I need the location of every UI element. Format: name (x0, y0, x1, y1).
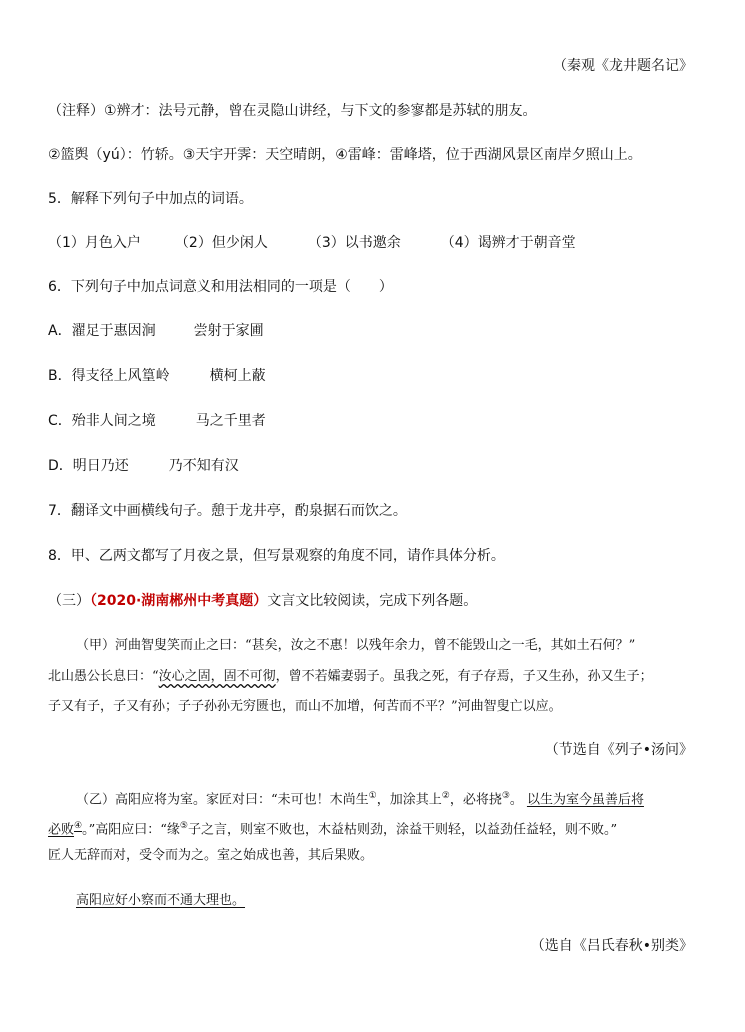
yi-l1-part-c: ，必将挠 (449, 792, 502, 808)
source-top: （秦观《龙井题名记》 (553, 58, 693, 74)
q6-d-left: D．明日乃还 (48, 458, 129, 474)
footnote-4: ④ (74, 821, 83, 831)
yi-underlined-conclusion: 高阳应好小察而不通大理也。 (76, 893, 246, 908)
q6-c-left: C．殆非人间之境 (48, 413, 156, 429)
yi-l2-part-c: 子之言，则室不败也，木益枯则劲，涂益干则轻，以益劲任益轻，则不败。” (187, 822, 618, 838)
yi-l1-part-b: ，加涂其上 (376, 792, 442, 808)
notes-line-2: ②篮舆（yú）：竹轿。③天宇开霁：天空晴朗，④雷峰：雷峰塔，位于西湖风景区南岸夕照山上。 (48, 147, 642, 163)
question-5: 5．解释下列句子中加点的词语。 (48, 191, 253, 207)
footnote-2: ② (441, 791, 450, 801)
question-7: 7．翻译文中画横线句子。憩于龙井亭，酌泉据石而饮之。 (48, 503, 407, 519)
question-6: 6．下列句子中加点词意义和用法相同的一项是（ ） (48, 279, 393, 295)
passage-jia-source: （节选自《列子•汤问》 (544, 742, 693, 758)
passage-yi-line-2 (48, 816, 617, 840)
notes-line-1: （注释）①辨才：法号元静，曾在灵隐山讲经，与下文的参寥都是苏轼的朋友。 (48, 103, 537, 119)
q6-option-a (48, 321, 264, 341)
jia-wavy-underlined-phrase: 汝心之固，固不可彻 (158, 669, 276, 684)
jia-l2-start: 北山愚公长息曰：“ (48, 669, 159, 684)
footnote-5: ⑤ (179, 821, 188, 831)
passage-jia-line-1: （甲）河曲智叟笑而止之曰：“甚矣，汝之不惠！以残年余力，曾不能毁山之一毛，其如土石何？” (76, 638, 636, 653)
passage-yi-line-4 (76, 891, 245, 911)
yi-l2-part-b: 。”高阳应曰：“缘 (82, 822, 180, 838)
passage-yi-line-1 (76, 786, 644, 810)
q6-option-d (48, 456, 239, 476)
question-8: 8．甲、乙两文都写了月夜之景，但写景观察的角度不同，请作具体分析。 (48, 548, 505, 564)
footnote-3: ③ (501, 791, 510, 801)
yi-underlined-sentence-start: 以生为室今虽善后将 (526, 792, 644, 808)
q6-option-b (48, 366, 266, 386)
q6-b-left: B．得支径上风篁岭 (48, 368, 170, 384)
q6-option-c (48, 411, 266, 431)
yi-underlined-sentence-end: 必败 (48, 822, 75, 838)
footnote-1: ① (368, 791, 377, 801)
passage-yi-line-3: 匠人无辞而对，受令而为之。室之始成也善，其后果败。 (48, 848, 374, 863)
passage-yi-source: （选自《吕氏春秋•别类》 (530, 938, 693, 954)
yi-l1-part-d: 。 (509, 792, 523, 808)
q6-d-right: 乃不知有汉 (168, 458, 239, 474)
q6-c-right: 马之千里者 (195, 413, 266, 429)
yi-l1-part-a: （乙）高阳应将为室。家匠对曰：“未可也！木尚生 (76, 792, 369, 808)
q5-item-3: （3）以书邀余 (307, 235, 401, 251)
q5-item-4: （4）谒辨才于朝音堂 (440, 235, 576, 251)
q5-item-2: （2）但少闲人 (174, 235, 268, 251)
jia-l2-end: ，曾不若孀妻弱子。虽我之死，有子存焉，子又生孙，孙又生子； (275, 669, 653, 684)
section-3-heading (48, 591, 477, 611)
q6-a-left: A．濯足于惠因涧 (48, 323, 156, 339)
q6-a-right: 尝射于家圃 (193, 323, 264, 339)
section-3-instruction: 文言文比较阅读，完成下列各题。 (267, 593, 478, 609)
section-3-source-tag: （2020·湖南郴州中考真题） (90, 593, 268, 609)
q6-b-right: 横柯上蔽 (209, 368, 266, 384)
passage-jia-line-2 (48, 667, 653, 687)
q5-item-1: （1）月色入户 (48, 235, 141, 251)
section-3-prefix: （三） (48, 593, 90, 609)
passage-jia-line-3: 子又有子，子又有孙；子子孙孙无穷匮也，而山不加增，何苦而不平？”河曲智叟亡以应。 (48, 699, 562, 714)
question-5-items (48, 233, 576, 253)
